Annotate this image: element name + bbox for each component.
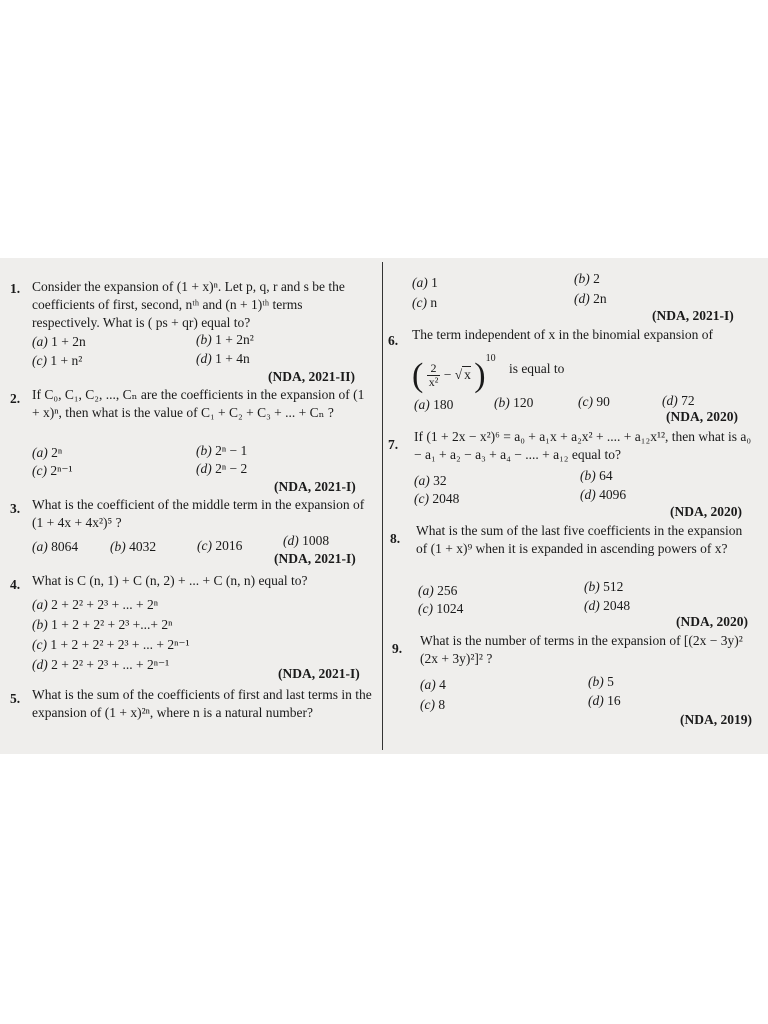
option-d: (d) 4096 (580, 487, 627, 502)
source-tag: (NDA, 2020) (666, 409, 738, 424)
question-number: 5. (10, 691, 21, 706)
option-c: (c) 1 + n² (32, 353, 83, 368)
option-b: (b) 2ⁿ − 1 (196, 443, 248, 458)
option-c: (c) 2016 (197, 538, 243, 553)
option-a: (a) 2ⁿ (32, 445, 63, 460)
option-b: (b) 2 (574, 271, 600, 286)
option-b: (b) 5 (588, 674, 614, 689)
question-number: 4. (10, 577, 21, 592)
column-divider (382, 262, 383, 750)
fraction: $\frac{2}{\text{x²}}$ (428, 361, 439, 390)
option-d: (d) 72 (662, 393, 695, 408)
question-stem: What is the coefficient of the middle term in the expansion of (1 + 4x + 4x²)⁵ ? (32, 497, 365, 530)
option-b: (b) 1 + 2 + 2² + 2³ +...+ 2ⁿ (32, 617, 173, 632)
source-tag: (NDA, 2021-II) (268, 369, 355, 384)
question-stem: What is the number of terms in the expansion of [(2x − 3y)² (2x + 3y)²]² ? (420, 633, 743, 666)
question-stem: What is the sum of the coefficients of first and last terms in the expansion of (1 + x)²ⁿ, where n is a natural number? (32, 687, 372, 720)
source-tag: (NDA, 2019) (680, 712, 752, 727)
question-stem: If C₀, C₁, C₂, ..., Cₙ are the coefficients in the expansion of (1 + x)ⁿ, then what is the value of C₁ + C₂ + C₃ + ... + Cₙ ? (32, 387, 365, 420)
option-a: (a) 32 (414, 473, 447, 488)
question-number: 6. (388, 333, 399, 348)
option-d: (d) 2 + 2² + 2³ + ... + 2ⁿ⁻¹ (32, 657, 170, 672)
option-b: (b) 4032 (110, 539, 157, 554)
option-a: (a) 256 (418, 583, 458, 598)
option-b: (b) 512 (584, 579, 624, 594)
option-d: (d) 2048 (584, 598, 631, 613)
option-c: (c) 1024 (418, 601, 464, 616)
math-expression: ( $\frac{2}{\text{x²}}$ − √ x )$^{10}$ is equal to (412, 353, 565, 394)
right-paren: ) (474, 356, 486, 394)
option-d: (d) 2n (574, 291, 607, 306)
question-number: 7. (388, 437, 399, 452)
option-a: (a) 4 (420, 677, 446, 692)
option-a: (a) 1 (412, 275, 438, 290)
option-d: (d) 2ⁿ − 2 (196, 461, 248, 476)
option-b: (b) 120 (494, 395, 534, 410)
question-number: 9. (392, 641, 403, 656)
question-stem: What is the sum of the last five coefficients in the expansion of (1 + x)⁹ when it is expanded in ascending powers of x? (416, 523, 743, 556)
question-stem: The term independent of x in the binomial expansion of (412, 327, 714, 342)
option-c: (c) 2048 (414, 491, 460, 506)
question-number: 3. (10, 501, 21, 516)
source-tag: (NDA, 2021-I) (652, 308, 734, 323)
source-tag: (NDA, 2021-I) (274, 551, 356, 566)
option-a: (a) 180 (414, 397, 454, 412)
option-a: (a) 1 + 2n (32, 334, 86, 349)
question-number: 8. (390, 531, 401, 546)
left-paren: ( (412, 356, 424, 394)
option-d: (d) 1008 (283, 533, 330, 548)
option-b: (b) 64 (580, 468, 613, 483)
option-a: (a) 2 + 2² + 2³ + ... + 2ⁿ (32, 597, 159, 612)
option-c: (c) 90 (578, 394, 610, 409)
option-c: (c) 8 (420, 697, 446, 712)
question-number: 2. (10, 391, 21, 406)
option-a: (a) 8064 (32, 539, 79, 554)
option-d: (d) 16 (588, 693, 621, 708)
option-d: (d) 1 + 4n (196, 351, 250, 366)
question-stem: Consider the expansion of (1 + x)ⁿ. Let p, q, r and s be the coefficients of first, second, nᵗʰ and (n + 1)ᵗʰ terms respectively. What is ( ps + qr) equal to? (32, 279, 345, 330)
source-tag: (NDA, 2021-I) (278, 666, 360, 681)
option-b: (b) 1 + 2n² (196, 332, 254, 347)
option-c: (c) n (412, 295, 438, 310)
source-tag: (NDA, 2021-I) (274, 479, 356, 494)
source-tag: (NDA, 2020) (670, 504, 742, 519)
option-c: (c) 2ⁿ⁻¹ (32, 463, 73, 478)
question-stem: If (1 + 2x − x²)⁶ = a₀ + a₁x + a₂x² + .... + a₁₂x¹², then what is a₀ − a₁ + a₂ − a₃ + a₄ − .... + a₁₂ equal to? (414, 429, 752, 462)
option-c: (c) 1 + 2 + 2² + 2³ + ... + 2ⁿ⁻¹ (32, 637, 190, 652)
source-tag: (NDA, 2020) (676, 614, 748, 629)
sqrt-sign: √ (454, 367, 463, 382)
question-number: 1. (10, 281, 21, 296)
question-stem: What is C (n, 1) + C (n, 2) + ... + C (n, n) equal to? (32, 573, 308, 588)
